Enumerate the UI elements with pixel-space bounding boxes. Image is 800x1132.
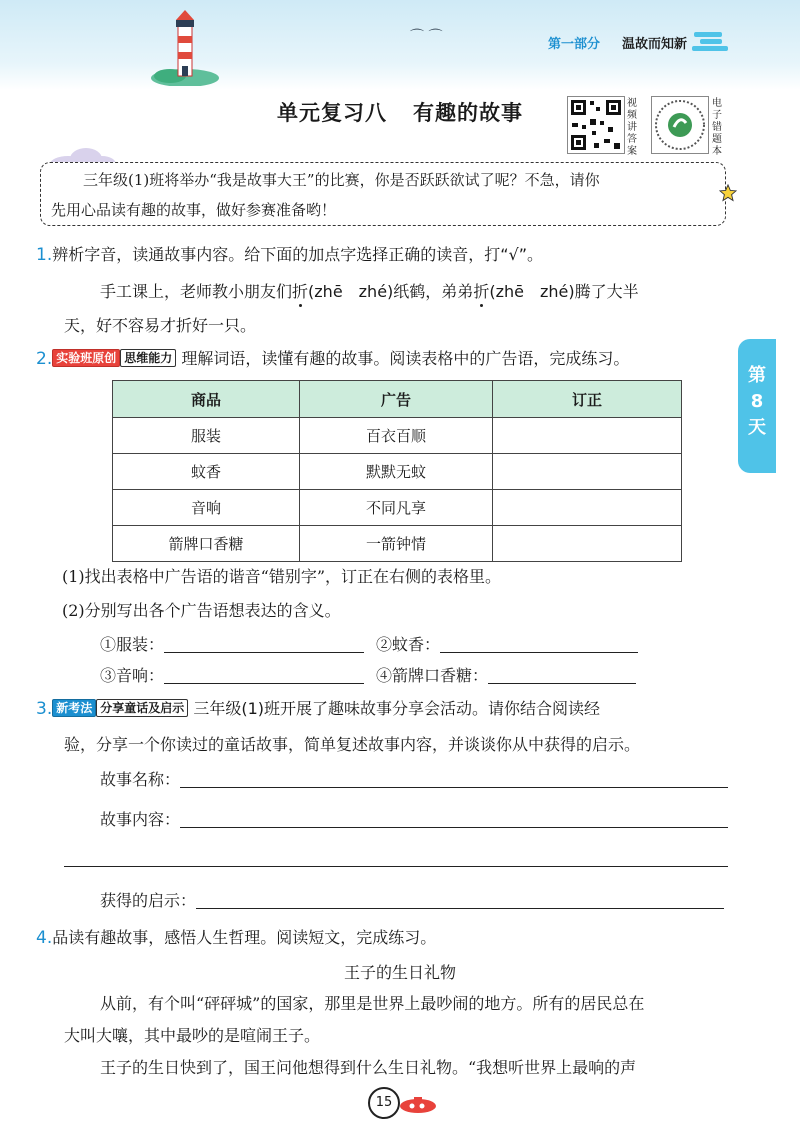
answer-line[interactable] (488, 683, 636, 684)
answer-line[interactable] (180, 787, 728, 788)
qr-video-label: 视频讲答案 (627, 98, 637, 157)
cell-correction[interactable] (493, 454, 682, 490)
submarine-icon (398, 1096, 438, 1114)
tag-fairy-tale: 分享童话及启示 (96, 699, 188, 717)
intro-line-2: 先用心品读有趣的故事，做好参赛准备哟！ (51, 201, 337, 219)
table-row (113, 454, 682, 490)
q3-number: 3. (36, 699, 53, 719)
field-story-content: 故事内容： (100, 808, 728, 832)
part-subtitle: 温故而知新 (622, 37, 688, 52)
answer-line[interactable] (164, 683, 364, 684)
cell-product: 服装 (113, 418, 300, 454)
lighthouse-icon (150, 6, 220, 86)
story-para-2: 王子的生日快到了，国王问他想得到什么生日礼物。“我想听世界上最响的声 (100, 1058, 637, 1077)
star-icon (719, 184, 737, 202)
field-story-name: 故事名称： (100, 768, 728, 792)
birds-icon: ⌒ ⌒ (410, 29, 443, 45)
pinyin-choice-1[interactable]: (zhē zhé) (308, 282, 394, 301)
dotted-char: 折 (473, 282, 490, 301)
unit-title: 单元复习八 (277, 101, 387, 125)
q1-prompt: 1.辨析字音，读通故事内容。给下面的加点字选择正确的读音，打“√”。 (36, 245, 544, 265)
answer-line[interactable] (164, 652, 364, 653)
section-deco-icon (690, 30, 730, 52)
cell-product: 音响 (113, 490, 300, 526)
answer-clothing: ①服装： (100, 633, 364, 657)
cell-ad: 不同凡享 (300, 490, 493, 526)
page-number: 15 (368, 1087, 400, 1119)
day-tab-number: 8 (750, 391, 764, 412)
tag-new-method: 新考法 (52, 699, 96, 717)
answer-line[interactable] (196, 908, 724, 909)
qr-error-book-label: 电子错题本 (712, 98, 722, 157)
day-tab-suffix: 天 (748, 417, 766, 438)
answer-line[interactable] (440, 652, 638, 653)
q2-sub-1: (1)找出表格中广告语的谐音“错别字”，订正在右侧的表格里。 (62, 567, 502, 586)
answer-speaker: ③音响： (100, 664, 364, 688)
col-correction: 订正 (493, 381, 682, 418)
mini-program-code-icon[interactable] (651, 96, 709, 154)
col-ad: 广告 (300, 381, 493, 418)
table-row (113, 418, 682, 454)
part-label: 第一部分 (548, 37, 601, 52)
table-header-row (113, 381, 682, 418)
table-row (113, 490, 682, 526)
tag-thinking: 思维能力 (120, 349, 176, 367)
cell-correction[interactable] (493, 418, 682, 454)
q3-prompt-line-2: 验，分享一个你读过的童话故事，简单复述故事内容，并谈谈你从中获得的启示。 (64, 735, 641, 754)
q1-passage-line-2: 天，好不容易才折好一只。 (64, 316, 257, 335)
ad-table (112, 380, 682, 562)
pinyin-choice-2[interactable]: (zhē zhé) (489, 282, 575, 301)
qr-code-icon[interactable] (567, 96, 625, 154)
table-row (113, 526, 682, 562)
q2-sub-2: (2)分别写出各个广告语想表达的含义。 (62, 601, 341, 620)
unit-topic: 有趣的故事 (413, 101, 523, 125)
intro-line-1: 三年级(1)班将举办“我是故事大王”的比赛，你是否跃跃欲试了呢？不急，请你 (83, 171, 600, 189)
answer-line[interactable] (180, 827, 728, 828)
page-header (0, 0, 800, 90)
cell-correction[interactable] (493, 490, 682, 526)
cell-ad: 百衣百顺 (300, 418, 493, 454)
q4-prompt: 4.品读有趣故事，感悟人生哲理。阅读短文，完成练习。 (36, 928, 437, 948)
cell-ad: 默默无蚊 (300, 454, 493, 490)
cell-correction[interactable] (493, 526, 682, 562)
field-insight: 获得的启示： (100, 889, 724, 913)
tag-original: 实验班原创 (52, 349, 120, 367)
q2-number: 2. (36, 349, 53, 369)
q2-prompt: 2. 实验班原创 思维能力 理解词语，读懂有趣的故事。阅读表格中的广告语，完成练习。 (36, 349, 630, 369)
cell-product: 箭牌口香糖 (113, 526, 300, 562)
story-para-1: 从前，有个叫“砰砰城”的国家，那里是世界上最吵闹的地方。所有的居民总在 (100, 994, 645, 1013)
q1-number: 1. (36, 245, 53, 265)
story-para-1b: 大叫大嚷，其中最吵的是喧闹王子。 (64, 1026, 321, 1045)
answer-gum: ④箭牌口香糖： (376, 664, 636, 688)
cell-product: 蚊香 (113, 454, 300, 490)
answer-line-extra[interactable] (64, 866, 728, 867)
intro-box (40, 162, 726, 226)
col-product: 商品 (113, 381, 300, 418)
day-tab (738, 339, 776, 473)
q3-prompt-line-1: 3. 新考法 分享童话及启示 三年级(1)班开展了趣味故事分享会活动。请你结合阅读经 (36, 699, 601, 719)
day-tab-prefix: 第 (748, 365, 766, 386)
story-title: 王子的生日礼物 (343, 963, 456, 982)
q1-passage-line-1: 手工课上，老师教小朋友们折(zhē zhé)纸鹤，弟弟折(zhē zhé)腾了大半 (100, 282, 639, 301)
dotted-char: 折 (292, 282, 309, 301)
cell-ad: 一箭钟情 (300, 526, 493, 562)
answer-mosquito: ②蚊香： (376, 633, 638, 657)
q4-number: 4. (36, 928, 53, 948)
